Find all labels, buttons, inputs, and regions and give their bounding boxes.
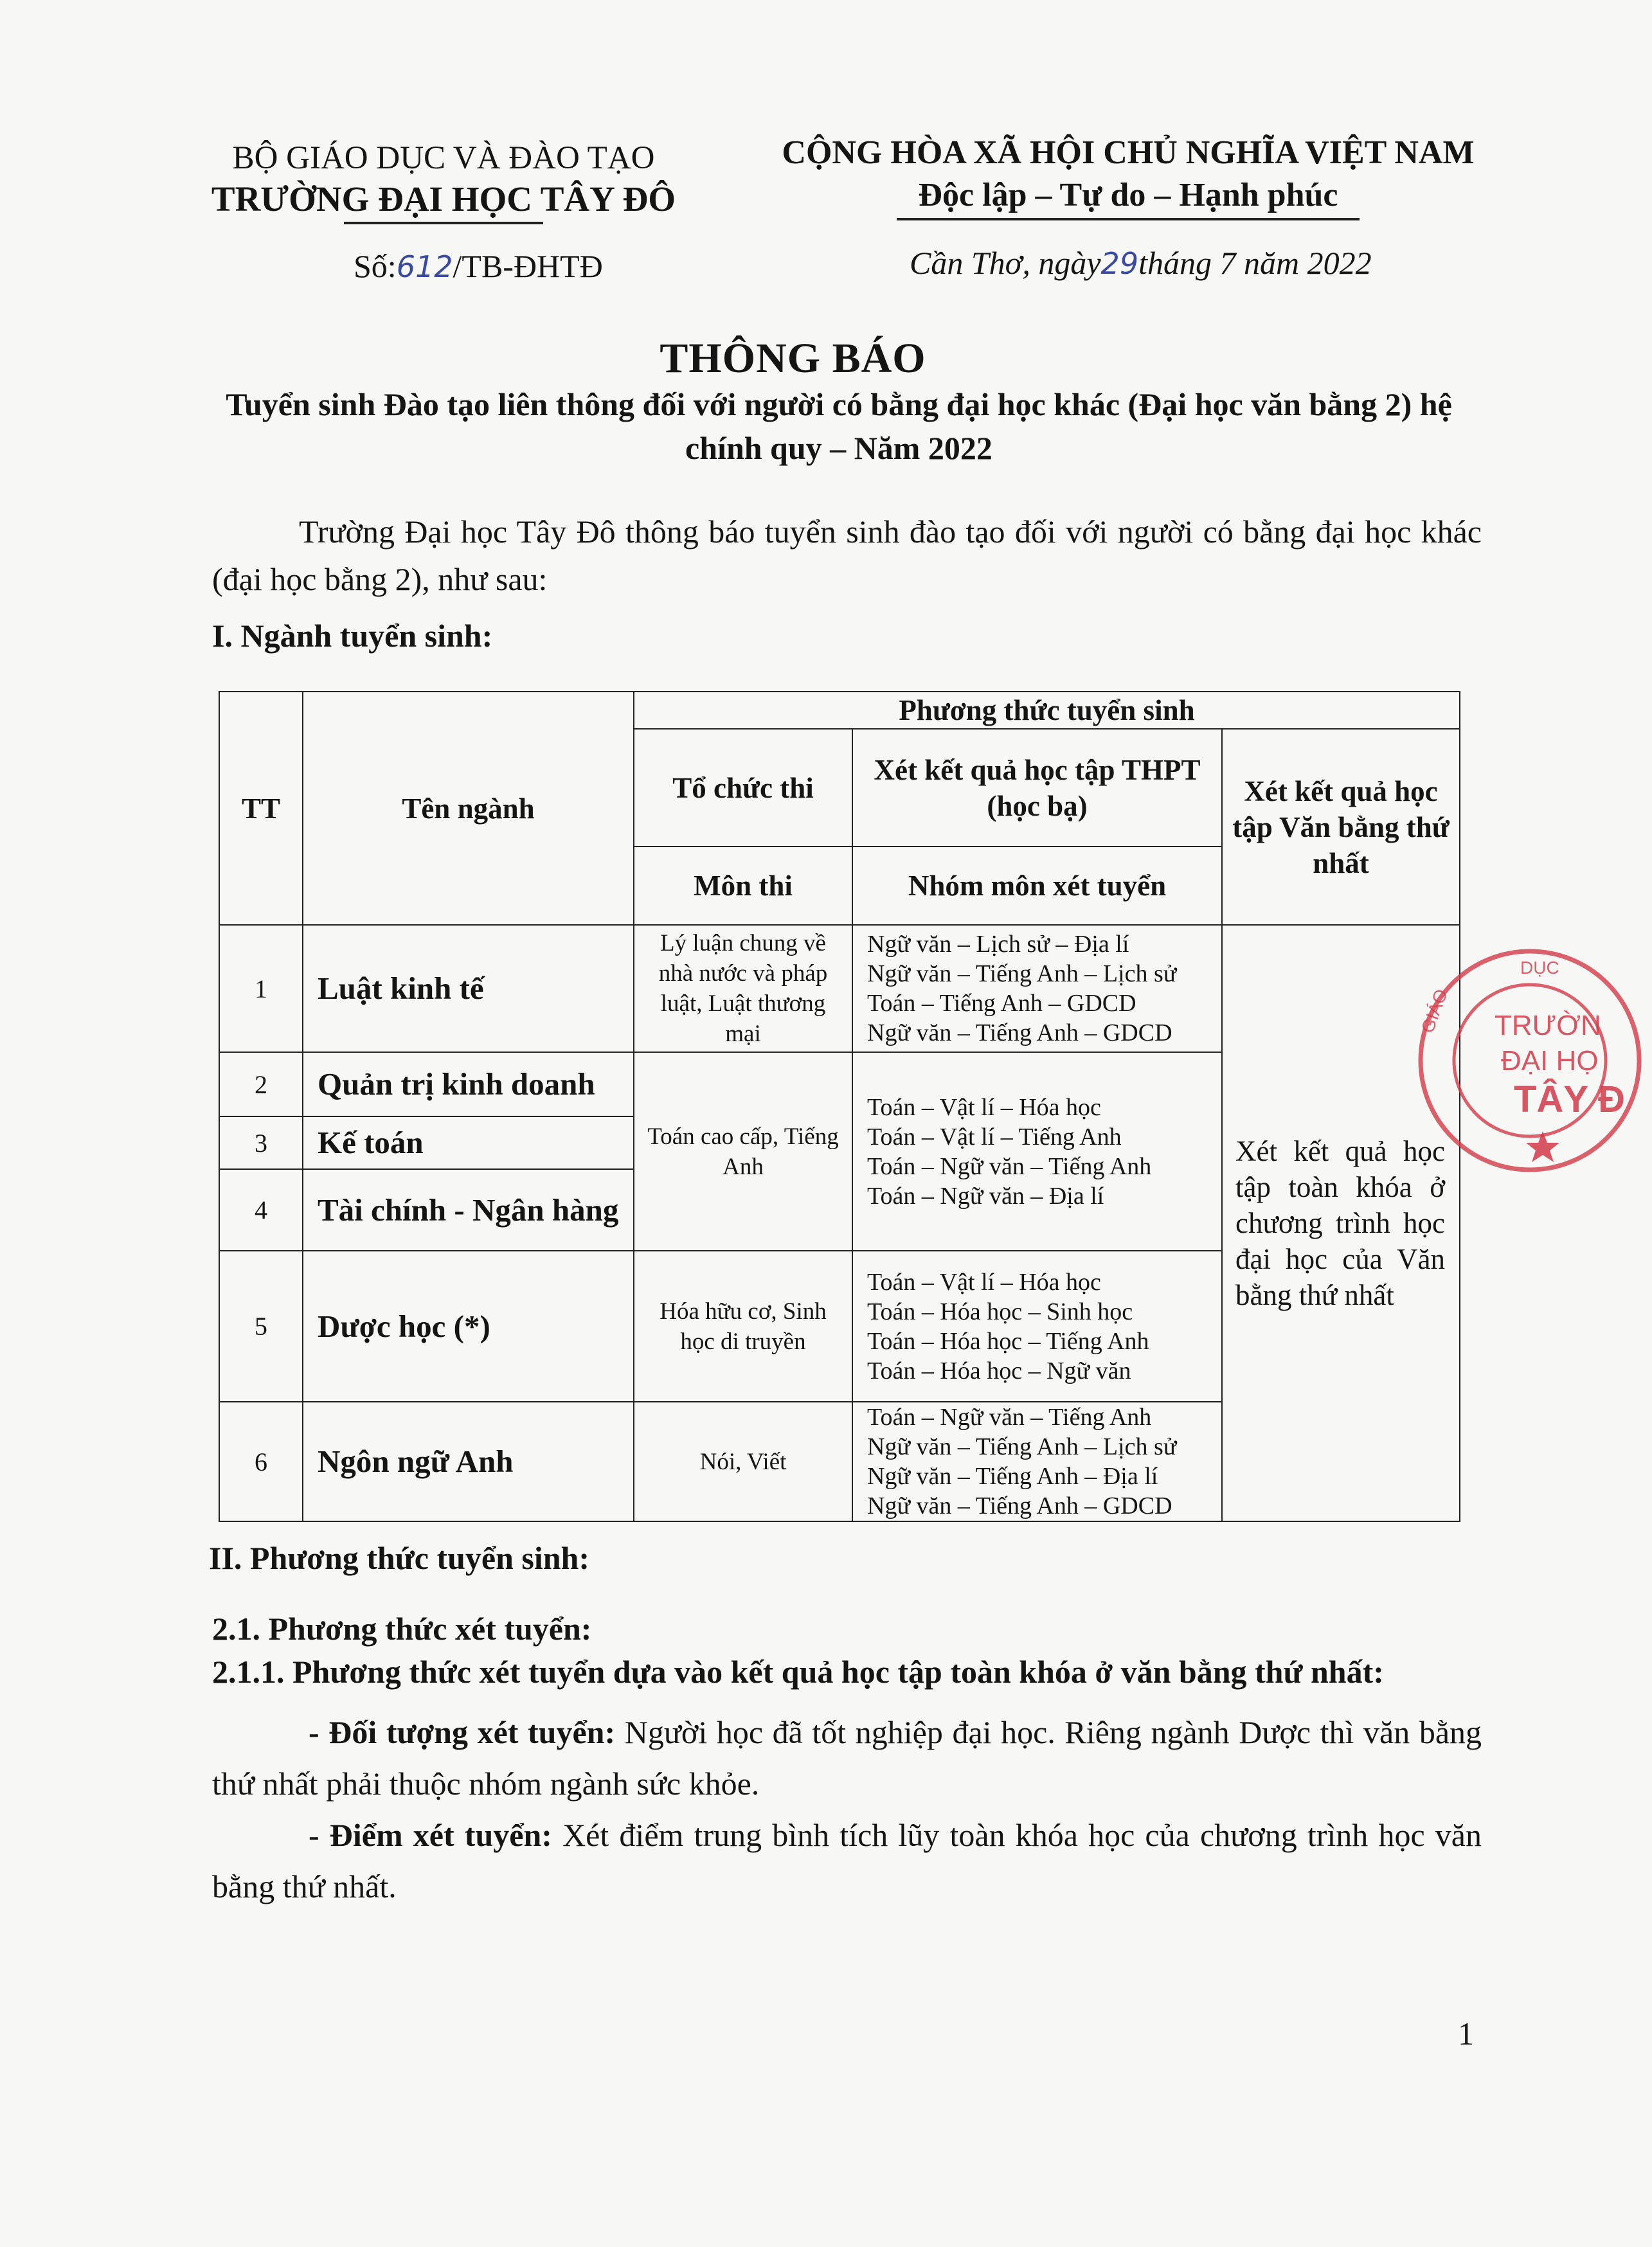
section-2-1-heading: 2.1. Phương thức xét tuyển: xyxy=(212,1611,592,1647)
date-day-handwritten: 29 xyxy=(1100,246,1139,281)
row-major: Tài chính - Ngân hàng xyxy=(303,1169,634,1251)
svg-text:ĐẠI HỌ: ĐẠI HỌ xyxy=(1501,1045,1599,1077)
subject-group: Ngữ văn – Lịch sử – Địa lí xyxy=(867,931,1129,958)
vb1-criteria: Xét kết quả học tập toàn khóa ở chương trình học đại học của Văn bằng thứ nhất xyxy=(1222,925,1460,1521)
document-number xyxy=(354,247,603,285)
svg-text:TRƯỜN: TRƯỜN xyxy=(1495,1010,1601,1041)
row-exam-subjects: Toán cao cấp, Tiếng Anh xyxy=(634,1052,852,1251)
subject-group: Toán – Hóa học – Sinh học xyxy=(867,1298,1133,1325)
eligibility-label: - Đối tượng xét tuyển: xyxy=(309,1714,616,1750)
eligibility-text: Người học đã tốt nghiệp đại học. Riêng ngành Dược thì văn bằng thứ nhất phải thuộc nhóm ngành sức khỏe. xyxy=(212,1714,1482,1802)
page-number: 1 xyxy=(1458,2016,1474,2052)
score-paragraph xyxy=(212,1809,1482,1912)
subject-group: Ngữ văn – Tiếng Anh – Địa lí xyxy=(867,1463,1158,1490)
section-2-1-1-heading: 2.1.1. Phương thức xét tuyển dựa vào kết quả học tập toàn khóa ở văn bằng thứ nhất: xyxy=(212,1654,1384,1690)
doc-number-suffix: /TB-ĐHTĐ xyxy=(453,248,603,284)
subject-group: Ngữ văn – Tiếng Anh – GDCD xyxy=(867,1019,1172,1046)
eligibility-paragraph xyxy=(212,1706,1482,1809)
school-name: TRƯỜNG ĐẠI HỌC TÂY ĐÔ xyxy=(211,179,676,219)
header-left xyxy=(193,138,694,224)
subject-group: Toán – Tiếng Anh – GDCD xyxy=(867,990,1136,1017)
subject-group: Toán – Ngữ văn – Địa lí xyxy=(867,1182,1104,1210)
date-suffix: tháng 7 năm 2022 xyxy=(1138,245,1372,281)
row-exam-subjects: Nói, Viết xyxy=(634,1402,852,1521)
row-tt: 2 xyxy=(219,1052,303,1116)
section-2-heading: II. Phương thức tuyển sinh: xyxy=(209,1540,589,1576)
header-vb1: Xét kết quả học tập Văn bằng thứ nhất xyxy=(1222,729,1460,925)
row-subject-groups xyxy=(852,1052,1222,1251)
subject-group: Toán – Hóa học – Ngữ văn xyxy=(867,1357,1131,1384)
motto-underline xyxy=(897,218,1360,220)
subject-group: Ngữ văn – Tiếng Anh – Lịch sử xyxy=(867,1433,1177,1460)
date-prefix: Cần Thơ, ngày xyxy=(910,245,1101,281)
row-tt: 4 xyxy=(219,1169,303,1251)
subject-group: Toán – Vật lí – Tiếng Anh xyxy=(867,1123,1122,1150)
row-exam-subjects: Hóa hữu cơ, Sinh học di truyền xyxy=(634,1251,852,1402)
subject-group: Toán – Vật lí – Hóa học xyxy=(867,1268,1101,1296)
intro-text: Trường Đại học Tây Đô thông báo tuyển sinh đào tạo đối với người có bằng đại học khác (đại học bằng 2), như sau: xyxy=(212,514,1482,597)
document-subtitle: Tuyển sinh Đào tạo liên thông đối với người có bằng đại học khác (Đại học văn bằng 2) hệ chính quy – Năm 2022 xyxy=(226,386,1452,466)
header-subject: Môn thi xyxy=(634,846,852,925)
doc-number-prefix: Số: xyxy=(354,248,397,284)
header-method: Phương thức tuyển sinh xyxy=(634,692,1460,729)
doc-number-handwritten: 612 xyxy=(396,249,453,284)
row-major: Luật kinh tế xyxy=(303,925,634,1052)
national-motto: Độc lập – Tự do – Hạnh phúc xyxy=(918,177,1338,213)
row-tt: 5 xyxy=(219,1251,303,1402)
ministry-name: BỘ GIÁO DỤC VÀ ĐÀO TẠO xyxy=(232,140,655,176)
row-tt: 3 xyxy=(219,1116,303,1169)
svg-text:DỤC: DỤC xyxy=(1520,958,1559,978)
row-tt: 1 xyxy=(219,925,303,1052)
row-major: Quản trị kinh doanh xyxy=(303,1052,634,1116)
header-exam: Tổ chức thi xyxy=(634,729,852,846)
date-line xyxy=(910,244,1372,282)
score-text: Xét điểm trung bình tích lũy toàn khóa học của chương trình học văn bằng thứ nhất. xyxy=(212,1817,1482,1904)
row-exam-subjects: Lý luận chung về nhà nước và pháp luật, Luật thương mại xyxy=(634,925,852,1052)
row-subject-groups xyxy=(852,1251,1222,1402)
subject-group: Toán – Ngữ văn – Tiếng Anh xyxy=(867,1404,1152,1431)
row-major: Ngôn ngữ Anh xyxy=(303,1402,634,1521)
row-subject-groups xyxy=(852,925,1222,1052)
section-1-heading: I. Ngành tuyển sinh: xyxy=(212,618,493,654)
country-name: CỘNG HÒA XÃ HỘI CHỦ NGHĨA VIỆT NAM xyxy=(782,134,1475,171)
score-label: - Điểm xét tuyển: xyxy=(309,1817,552,1853)
row-tt: 6 xyxy=(219,1402,303,1521)
intro-paragraph xyxy=(212,508,1482,603)
table-row xyxy=(219,925,1460,1052)
header-group: Nhóm môn xét tuyển xyxy=(852,846,1222,925)
header-major: Tên ngành xyxy=(303,692,634,925)
header-tt: TT xyxy=(219,692,303,925)
row-major: Kế toán xyxy=(303,1116,634,1169)
admission-table xyxy=(219,691,1460,1522)
school-underline xyxy=(344,222,543,224)
svg-text:GIÁO: GIÁO xyxy=(1417,986,1451,1036)
subject-group: Toán – Vật lí – Hóa học xyxy=(867,1093,1101,1121)
subject-group: Toán – Hóa học – Tiếng Anh xyxy=(867,1327,1149,1355)
header-hocba: Xét kết quả học tập THPT (học bạ) xyxy=(852,729,1222,846)
subject-group: Ngữ văn – Tiếng Anh – Lịch sử xyxy=(867,960,1177,987)
svg-text:TÂY Đ: TÂY Đ xyxy=(1514,1079,1625,1120)
school-seal-stamp xyxy=(1408,938,1652,1183)
row-subject-groups xyxy=(852,1402,1222,1521)
header-right xyxy=(765,132,1491,220)
subject-group: Ngữ văn – Tiếng Anh – GDCD xyxy=(867,1492,1172,1519)
subject-group: Toán – Ngữ văn – Tiếng Anh xyxy=(867,1152,1152,1180)
row-major: Dược học (*) xyxy=(303,1251,634,1402)
document-title: THÔNG BÁO xyxy=(660,335,926,382)
